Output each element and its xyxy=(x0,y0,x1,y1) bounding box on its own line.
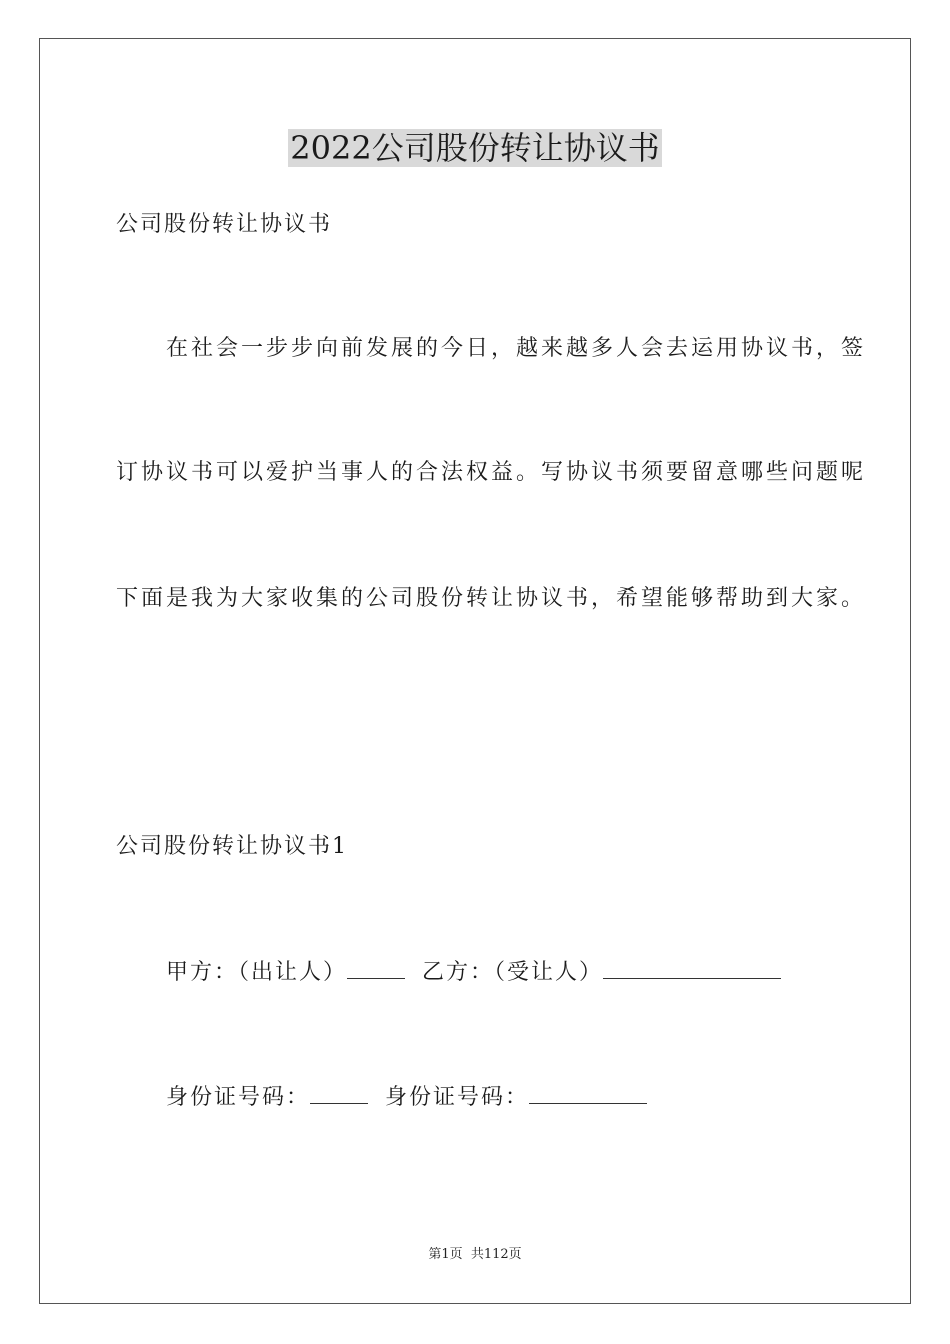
party-a-blank xyxy=(347,956,405,979)
paragraph-line-2: 订协议书可以爱护当事人的合法权益。写协议书须要留意哪些问题呢 xyxy=(116,460,867,485)
id-label-a: 身份证号码： xyxy=(166,1085,311,1110)
party-b-label: 乙方：（受让人） xyxy=(422,960,604,985)
id-number-line xyxy=(166,1081,655,1113)
page-indicator: 第1页 共112页 xyxy=(428,1247,522,1262)
document-title xyxy=(0,126,950,170)
id-a-blank xyxy=(310,1081,368,1104)
party-b-blank xyxy=(603,956,781,979)
paragraph-line-1: 在社会一步步向前发展的今日，越来越多人会去运用协议书，签 xyxy=(166,336,867,361)
party-a-label: 甲方：（出让人） xyxy=(166,960,348,985)
document-subheading: 公司股份转让协议书 xyxy=(116,212,333,237)
party-line xyxy=(166,956,789,988)
paragraph-line-3: 下面是我为大家收集的公司股份转让协议书，希望能够帮助到大家。 xyxy=(116,586,867,611)
section-heading: 公司股份转让协议书1 xyxy=(116,834,348,859)
page-footer xyxy=(0,1246,950,1264)
id-label-b: 身份证号码： xyxy=(385,1085,530,1110)
id-b-blank xyxy=(529,1081,647,1104)
document-title-text: 2022公司股份转让协议书 xyxy=(290,129,660,167)
